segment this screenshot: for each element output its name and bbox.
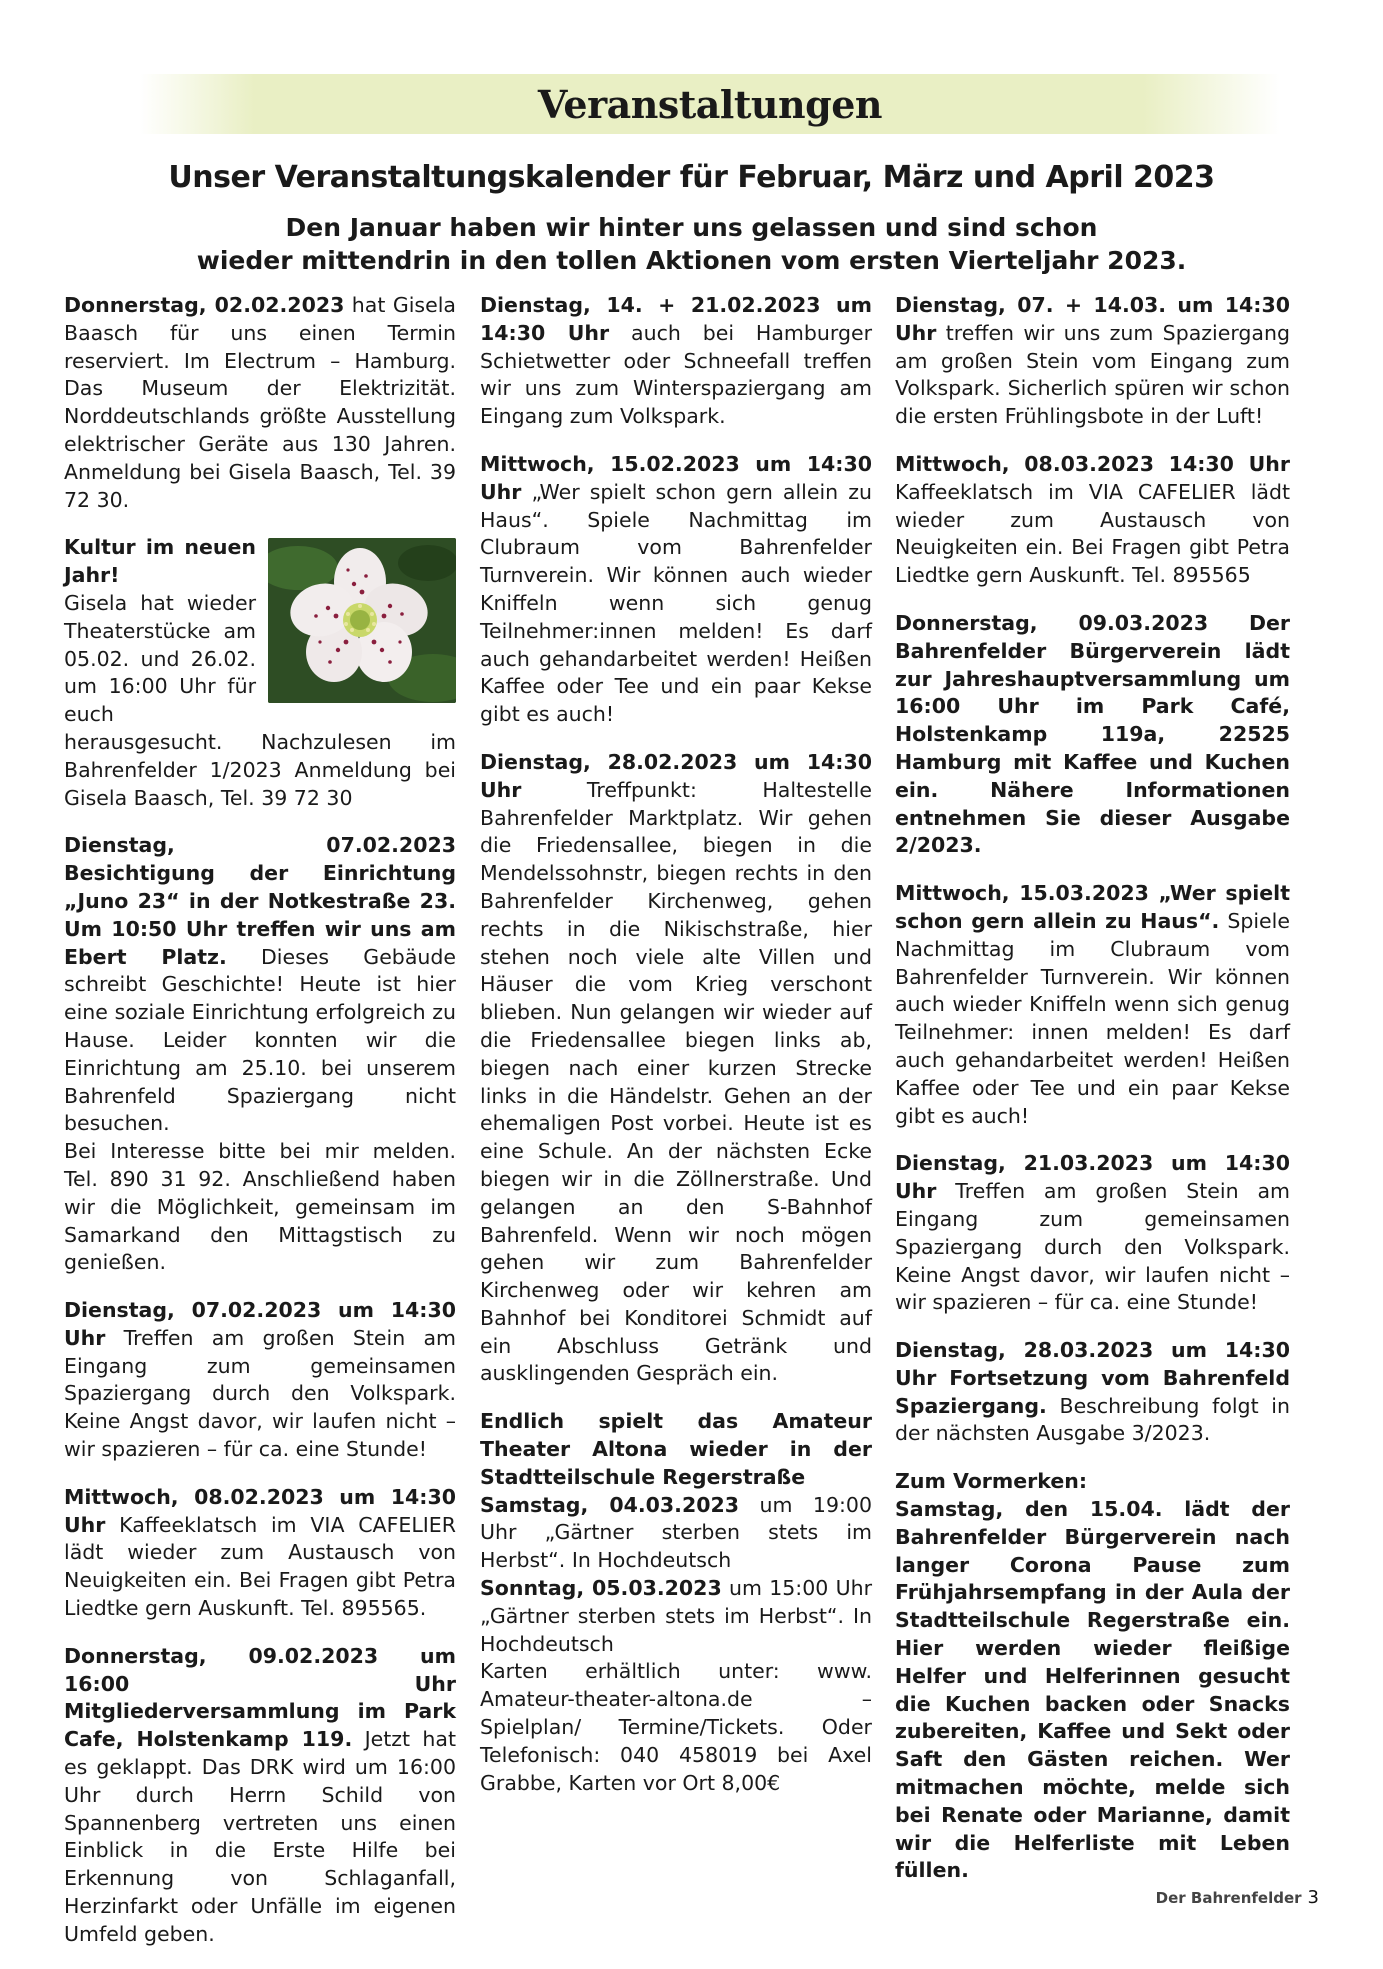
page-footer (1156, 1887, 1319, 1908)
event-item (64, 292, 456, 514)
event-item (895, 1468, 1290, 1885)
event-item (895, 451, 1290, 590)
event-date: Dienstag, 28.02.2023 um 14:30 Uhr (480, 749, 872, 802)
publication-name: Der Bahrenfelder (1155, 1889, 1302, 1907)
column-3 (895, 292, 1290, 1905)
event-date: Donnerstag, 09.03.2023 Der Bahrenfelder Bürgerverein lädt zur Jahreshauptversammlung um 16:00 Uhr im Park Café, Holstenkamp 119a, 22525 Hamburg mit Kaffee und Kuchen ein. Nähere Informationen entnehmen Sie dieser Ausgabe 2/2023. (895, 610, 1290, 858)
page-title: Unser Veranstaltungskalender für Februar, März und April 2023 (168, 160, 1215, 195)
section-banner (140, 74, 1280, 134)
event-date: Sonntag, 05.03.2023 (480, 1576, 722, 1601)
event-heading: Endlich spielt das Amateur Theater Altona wieder in der Stadtteilschule Regerstraße (480, 1409, 872, 1489)
flower-icon (268, 538, 456, 703)
event-date: Donnerstag, 09.02.2023 um 16:00 Uhr Mitgliederversammlung im Park Cafe, Holstenkamp 119. (64, 1643, 456, 1752)
event-item (480, 749, 872, 1388)
event-text: Treffen am großen Stein am Eingang zum gemeinsamen Spaziergang durch den Volkspark. Keine Angst davor, wir laufen nicht – wir spazieren – für ca. eine Stunde! (64, 1325, 456, 1462)
event-text: Kaffeeklatsch im VIA CAFELIER lädt wieder zum Austausch von Neuigkeiten ein. Bei Fragen gibt Petra Liedtke gern Auskunft. Tel. 895565 (895, 479, 1290, 588)
event-date: Mittwoch, 15.02.2023 um 14:30 Uhr (480, 451, 872, 504)
event-item (895, 1337, 1290, 1448)
event-item (64, 1484, 456, 1623)
event-item (64, 1297, 456, 1464)
subtitle-line-2: wieder mittendrin in den tollen Aktionen vom ersten Vierteljahr 2023. (196, 246, 1187, 275)
event-item (895, 880, 1290, 1130)
event-date: Samstag, 04.03.2023 (480, 1492, 740, 1517)
event-text: Samstag, den 15.04. lädt der Bahrenfelder Bürgerverein nach langer Corona Pause zum Frühjahrsempfang in der Aula der Stadtteilschule Regerstraße ein. Hier werden wieder fleißige Helfer und Helferinnen gesucht die Kuchen backen oder Snacks zubereiten, Kaffee und Sekt oder Saft den Gästen reichen. Wer mitmachen möchte, melde sich bei Renate oder Marianne, damit wir die Helferliste mit Leben füllen. (895, 1497, 1290, 1883)
event-text: Gisela hat wieder Theaterstücke am 05.02. und 26.02. um 16:00 Uhr für euch herausgesucht. Nachzulesen im Bahrenfelder 1/2023 Anmeldung bei Gisela Baasch, Tel. 39 72 30 (64, 590, 456, 810)
event-date: Donnerstag, 02.02.2023 (64, 293, 345, 317)
event-date: Dienstag, 07. + 14.03. um 14:30 Uhr (895, 293, 1290, 345)
event-text: „Wer spielt schon gern allein zu Haus“. Spiele Nachmittag im Clubraum vom Bahrenfelder Turnverein. Wir können auch wieder Kniffeln wenn sich genug Teilnehmer:innen melden! Es darf auch gehandarbeitet werden! Heißen Kaffee oder Tee und ein paar Kekse gibt es auch! (480, 479, 872, 727)
event-date: Mittwoch, 08.03.2023 14:30 Uhr (895, 451, 1290, 476)
event-item (895, 1150, 1290, 1317)
event-text: Treffpunkt: Haltestelle Bahrenfelder Marktplatz. Wir gehen die Friedensallee, biegen in die Mendelssohnstr, biegen rechts in den Bahrenfelder Kirchenweg, gehen rechts in die Nikischstraße, hier stehen noch viele alte Villen und Häuser die vom Krieg verschont blieben. Nun gelangen wir wieder auf die Friedensallee biegen links ab, biegen nach einer kurzen Strecke links in die Händelstr. Gehen an der ehemaligen Post vorbei. Heute ist es eine Schule. An der nächsten Ecke biegen wir in die Zöllnerstraße. Und gelangen an den S-Bahnhof Bahrenfeld. Wenn wir noch mögen gehen wir zum Bahrenfelder Kirchenweg oder wir kehren am Bahnhof bei Konditorei Schmidt auf ein Abschluss Getränk und ausklingenden Gespräch ein. (480, 777, 872, 1386)
event-text: Kaffeeklatsch im VIA CAFELIER lädt wieder zum Austausch von Neuigkeiten ein. Bei Fragen gibt Petra Liedtke gern Auskunft. Tel. 895565. (64, 1512, 456, 1621)
event-date: Mittwoch, 08.02.2023 um 14:30 Uhr (64, 1484, 456, 1537)
event-text: treffen wir uns zum Spaziergang am großen Stein vom Eingang zum Volkspark. Sicherlich spüren wir schon die ersten Frühlingsbote in der Luft! (895, 320, 1290, 429)
event-text: auch bei Hamburger Schietwetter oder Schneefall treffen wir uns zum Winterspaziergang am Eingang zum Volkspark. (480, 320, 872, 429)
event-text: Spiele Nachmittag im Clubraum vom Bahrenfelder Turnverein. Wir können auch wieder Kniffeln wenn sich genug Teilnehmer: innen melden! Es darf auch gehandarbeitet werden! Heißen Kaffee oder Tee und ein paar Kekse gibt es auch! (895, 908, 1290, 1128)
event-date: Dienstag, 07.02.2023 Besichtigung der Einrichtung „Juno 23“ in der Notkestraße 23. Um 10:50 Uhr treffen wir uns am Ebert Platz. (64, 833, 456, 969)
column-1 (64, 292, 456, 1969)
event-item (64, 1643, 456, 1949)
event-item (895, 292, 1290, 431)
event-date: Dienstag, 14. + 21.02.2023 um 14:30 Uhr (480, 293, 872, 345)
event-text: Bei Interesse bitte bei mir melden. Tel. 890 31 92. Anschließend haben wir die Möglichkeit, gemeinsam im Samarkand den Mittagstisch zu genießen. (64, 1139, 456, 1275)
event-text: um 19:00 Uhr „Gärtner sterben stets im Herbst“. In Hochdeutsch (480, 1492, 872, 1573)
event-item (480, 292, 872, 431)
event-text: Jetzt hat es geklappt. Das DRK wird um 16:00 Uhr durch Herrn Schild von Spannenberg vertreten uns einen Einblick in die Erste Hilfe bei Erkennung von Schlaganfall, Herzinfarkt oder Unfälle im eigenen Umfeld geben. (64, 1727, 456, 1946)
subtitle-line-1: Den Januar haben wir hinter uns gelassen und sind schon (285, 213, 1098, 242)
event-text: Treffen am großen Stein am Eingang zum gemeinsamen Spaziergang durch den Volkspark. Keine Angst davor, wir laufen nicht – wir spazieren – für ca. eine Stunde! (895, 1179, 1290, 1315)
event-text: Beschreibung folgt in der nächsten Ausgabe 3/2023. (895, 1393, 1290, 1446)
event-item (64, 832, 456, 1277)
page-subtitle (60, 211, 1323, 277)
section-title: Veranstaltungen (537, 81, 883, 127)
column-2 (480, 292, 872, 1817)
event-item (480, 1408, 872, 1797)
page-number: 3 (1307, 1887, 1319, 1908)
hellebore-flower-photo (268, 538, 456, 703)
event-heading: Zum Vormerken: (895, 1469, 1088, 1494)
event-date: Dienstag, 21.03.2023 um 14:30 Uhr (895, 1151, 1290, 1204)
event-text: Karten erhältlich unter: www. Amateur-theater-altona.de – Spielplan/ Termine/Tickets. Oder Telefonisch: 040 458019 bei Axel Grabbe, Karten vor Ort 8,00€ (480, 1659, 872, 1795)
event-date: Dienstag, 07.02.2023 um 14:30 Uhr (64, 1298, 456, 1350)
event-date: Mittwoch, 15.03.2023 „Wer spielt schon gern allein zu Haus“. (895, 881, 1290, 933)
event-text: Dieses Gebäude schreibt Geschichte! Heute ist hier eine soziale Einrichtung erfolgreich zu Hause. Leider konnten wir die Einrichtung am 25.10. bei unserem Bahrenfeld Spaziergang nicht besuchen. (64, 944, 456, 1136)
event-item (895, 610, 1290, 860)
event-date: Kultur im neuen Jahr! (64, 535, 256, 588)
event-date: Dienstag, 28.03.2023 um 14:30 Uhr Fortsetzung vom Bahrenfeld Spaziergang. (895, 1338, 1290, 1418)
event-text: um 15:00 Uhr „Gärtner sterben stets im Herbst“. In Hochdeutsch (480, 1576, 872, 1656)
event-item (480, 451, 872, 729)
event-text: hat Gisela Baasch für uns einen Termin reserviert. Im Electrum – Hamburg. Das Museum der Elektrizität. Norddeutschlands größte Ausstellung elektrischer Geräte aus 130 Jahren. Anmeldung bei Gisela Baasch, Tel. 39 72 30. (64, 293, 456, 512)
